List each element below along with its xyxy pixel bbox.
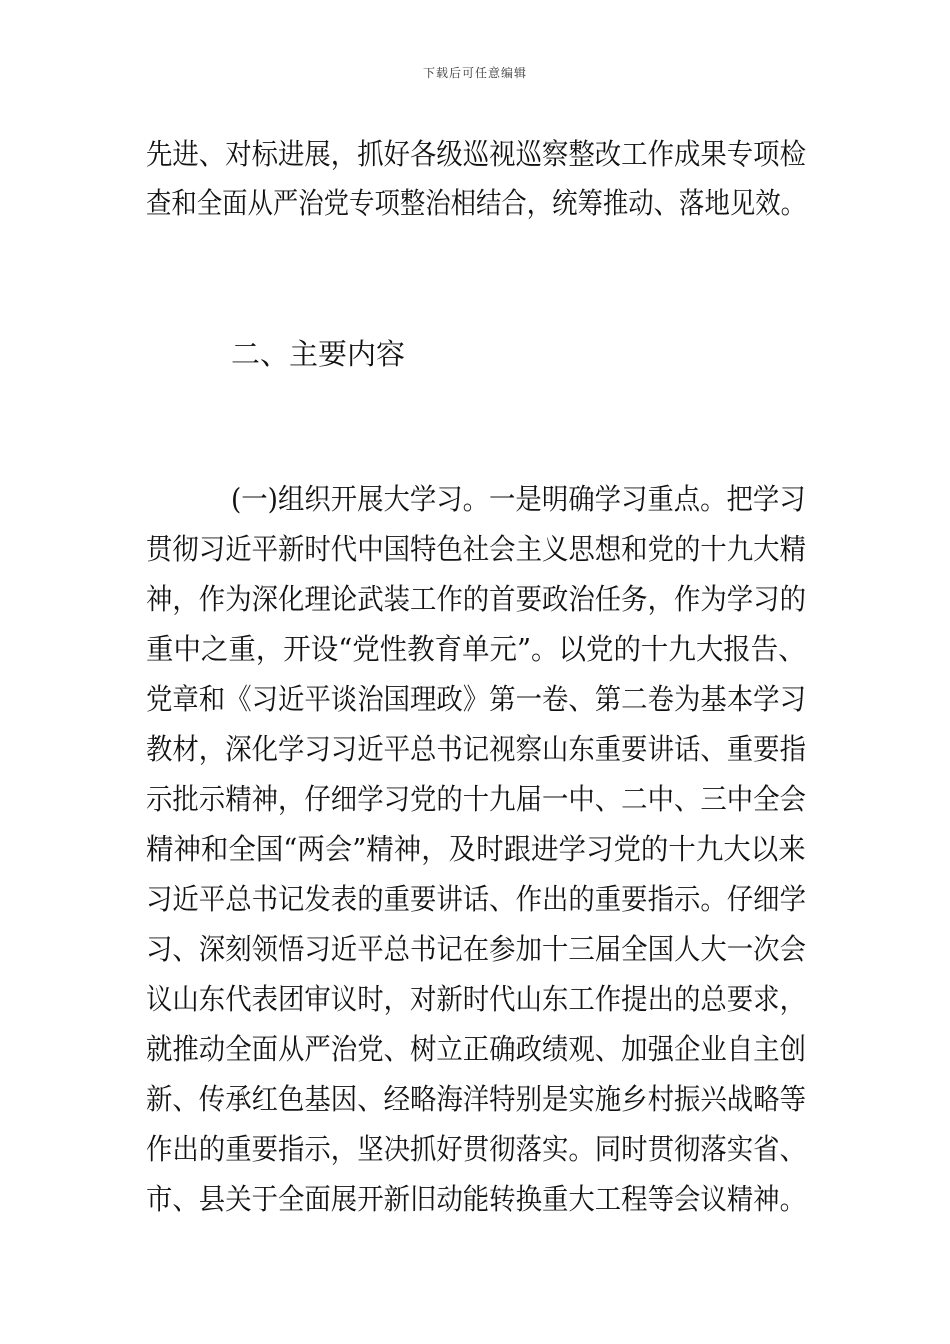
paragraph-line: 习、深刻领悟习近平总书记在参加十三届全国人大一次会 [146, 932, 806, 966]
paragraph-line: 党章和《习近平谈治国理政》第一卷、第二卷为基本学习 [146, 682, 806, 716]
paragraph-line: 教材，深化学习习近平总书记视察山东重要讲话、重要指 [146, 732, 806, 766]
paragraph-line: 贯彻习近平新时代中国特色社会主义思想和党的十九大精 [146, 532, 806, 566]
paragraph-line: 就推动全面从严治党、树立正确政绩观、加强企业自主创 [146, 1032, 806, 1066]
paragraph-line: 查和全面从严治党专项整治相结合，统筹推动、落地见效。 [146, 186, 806, 220]
paragraph-line: 神，作为深化理论武装工作的首要政治任务，作为学习的 [146, 582, 806, 616]
paragraph-line: 示批示精神，仔细学习党的十九届一中、二中、三中全会 [146, 782, 806, 816]
page-header-note: 下载后可任意编辑 [422, 66, 527, 80]
paragraph-line: 新、传承红色基因、经略海洋特别是实施乡村振兴战略等 [146, 1082, 806, 1116]
paragraph-line: (一)组织开展大学习。一是明确学习重点。把学习 [231, 482, 806, 516]
paragraph-line: 精神和全国“两会”精神，及时跟进学习党的十九大以来 [146, 832, 806, 866]
paragraph-line: 市、县关于全面展开新旧动能转换重大工程等会议精神。 [146, 1182, 806, 1216]
paragraph-line: 作出的重要指示，坚决抓好贯彻落实。同时贯彻落实省、 [146, 1132, 806, 1166]
section-heading: 二、主要内容 [231, 337, 406, 371]
paragraph-line: 习近平总书记发表的重要讲话、作出的重要指示。仔细学 [146, 882, 806, 916]
paragraph-line: 重中之重，开设“党性教育单元”。以党的十九大报告、 [146, 632, 806, 666]
paragraph-line: 先进、对标进展，抓好各级巡视巡察整改工作成果专项检 [146, 137, 806, 171]
paragraph-line: 议山东代表团审议时，对新时代山东工作提出的总要求， [146, 982, 806, 1016]
